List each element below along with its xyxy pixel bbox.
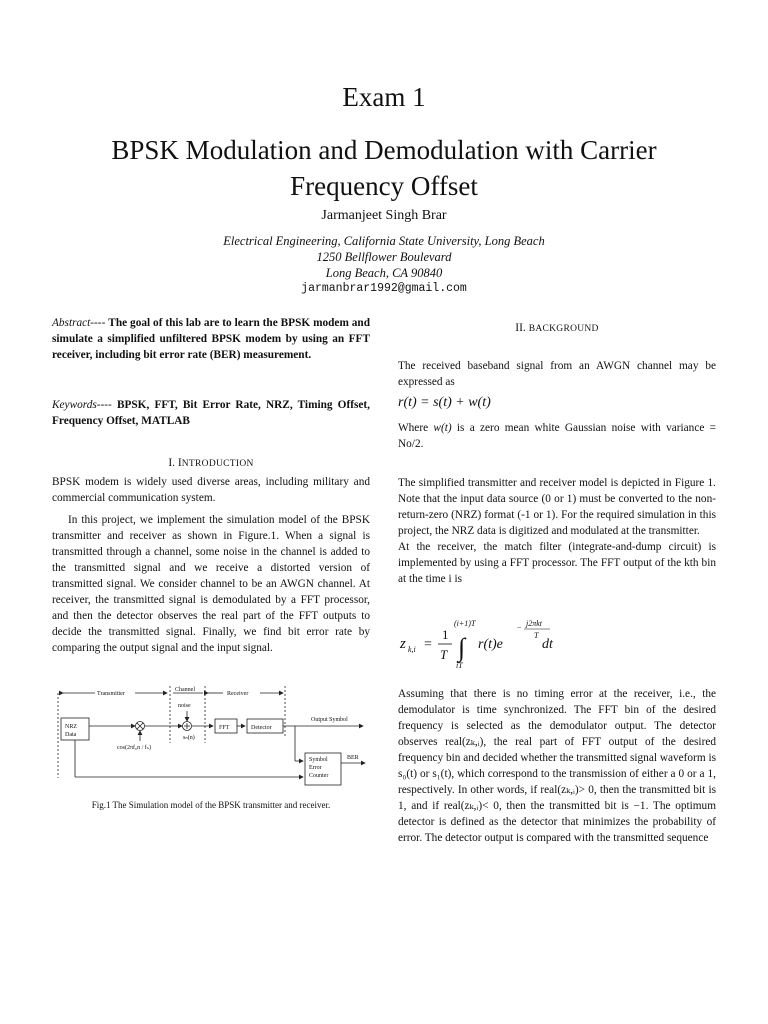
intro-paragraph-1: BPSK modem is widely used diverse areas, including military and commercial communication system. <box>52 476 370 504</box>
svg-text:=: = <box>424 637 432 652</box>
eq-lower-limit: iT <box>456 661 463 670</box>
noise-symbol: w(t) <box>433 422 452 434</box>
eq-lhs: z <box>400 636 406 652</box>
paper-title: BPSK Modulation and Demodulation with Carrier Frequency Offset <box>111 135 657 201</box>
label-error: Error <box>309 765 322 771</box>
affiliation-line: Long Beach, CA 90840 <box>325 266 443 280</box>
eq-frac-num: 1 <box>442 627 449 642</box>
eq-exp-den: T <box>534 631 539 640</box>
model-description: The simplified transmitter and receiver model is depicted in Figure 1. Note that the input data source (0 or 1) must be converted to the non-return-zero (NRZ) format (-1 or 1). For the required simulation in this project, the NRZ data is digitized and modulated at the transmitter. <box>398 477 716 537</box>
label-nrz: NRZ <box>65 724 77 730</box>
eq-upper-limit: (i+1)T <box>454 619 476 628</box>
abstract-text: The goal of this lab are to learn the BPSK modem and simulate a simplified unfiltered BPSK modem by using an FFT receiver, including bit error rate (BER) measurement. <box>52 317 370 361</box>
abstract-label: Abstract---- <box>52 317 106 329</box>
eq-exp-num: j2πkt <box>526 619 543 628</box>
label-ber: BER <box>347 755 359 761</box>
section-heading-introduction <box>52 457 370 469</box>
section-title-rest: NTRODUCTION <box>181 459 254 469</box>
label-fft: FFT <box>219 725 230 731</box>
label-sn: sₙ(n) <box>183 735 195 741</box>
figure-1-block-diagram <box>55 683 370 798</box>
label-detector: Detector <box>251 725 272 731</box>
affiliation-line: 1250 Bellflower Boulevard <box>316 250 452 264</box>
equation-fft-output <box>398 612 716 672</box>
keywords-label: Keywords---- <box>52 399 112 411</box>
label-channel: Channel <box>175 687 195 693</box>
label-transmitter: Transmitter <box>97 691 125 697</box>
svg-text:−: − <box>517 623 522 632</box>
keywords <box>52 397 370 429</box>
where-label: Where <box>398 422 429 434</box>
section-title: BACKGROUND <box>528 324 599 334</box>
where-text: is a zero mean white Gaussian noise with variance = No/2. <box>398 422 717 450</box>
label-data: Data <box>65 732 77 738</box>
background-paragraph-2 <box>398 420 716 452</box>
label-noise: noise <box>178 703 191 709</box>
label-output-symbol: Output Symbol <box>311 717 348 723</box>
svg-text:∫: ∫ <box>458 633 466 662</box>
label-receiver: Receiver <box>227 691 249 697</box>
receiver-description: At the receiver, the match filter (integrate-and-dump circuit) is implemented by using a FFT processor. The FFT output of the kth bin at the time i is <box>398 541 716 585</box>
background-paragraph-4: Assuming that there is no timing error at the receiver, i.e., the demodulator is time synchronized. The FFT bin of the desired frequency is selected as the demodulator output. The detector observes real(zₖ,ᵢ), the real part of FFT output of the desired frequency bin and decided whether the transmitted signal waveform is s₀(t) or s₁(t), which correspond to the transmission of either a 0 or a 1, respectively. In other words, if real(zₖ,ᵢ)> 0, then the transmitted bit is 1, and if real(zₖ,ᵢ)< 0, then the transmitted bit is −1. The optimum detector is defined as the detector that minimizes the probability of error. The detector output is compared with the transmitted sequence <box>398 688 716 844</box>
background-paragraph-3 <box>398 475 716 587</box>
abstract <box>52 315 370 363</box>
author-email: jarmanbrar1992@gmail.com <box>301 282 467 295</box>
intro-paragraph-2: In this project, we implement the simulation model of the BPSK transmitter and receiver as shown in Figure.1. When a signal is transmitted through a channel, some noise in the channel is added to the transmitted signal and we receive a distorted version of transmitted signal. We consider channel to be an AWGN channel. At receiver, the transmitted signal is demodulated by a FFT processor, and then the detector observes the real part of the FFT outputs to decide the transmitted signal. Finally, we find bit error rate by comparing the output signal and the input signal. <box>52 514 370 654</box>
equation-received-signal: r(t) = s(t) + w(t) <box>398 395 491 410</box>
exam-title: Exam 1 <box>342 82 426 112</box>
eq-dt: dt <box>542 637 553 652</box>
keywords-text: BPSK, FFT, Bit Error Rate, NRZ, Timing Offset, Frequency Offset, MATLAB <box>52 399 370 427</box>
eq-integrand: r(t)e <box>478 637 503 652</box>
section-number: II. <box>515 322 526 334</box>
label-symbol: Symbol <box>309 757 328 763</box>
background-paragraph-1: The received baseband signal from an AWGN channel may be expressed as <box>398 360 716 388</box>
author-name: Jarmanjeet Singh Brar <box>321 208 447 223</box>
label-counter: Counter <box>309 773 329 779</box>
eq-frac-den: T <box>440 647 448 662</box>
section-title-initial: I <box>177 457 182 469</box>
eq-lhs-sub: k,i <box>408 645 416 654</box>
section-number: I. <box>168 457 176 469</box>
figure-1-caption: Fig.1 The Simulation model of the BPSK transmitter and receiver. <box>91 800 331 810</box>
affiliation <box>0 233 768 281</box>
label-carrier: cos(2πf₀n / fₛ) <box>117 745 152 751</box>
section-heading-background <box>398 322 716 334</box>
affiliation-line: Electrical Engineering, California State University, Long Beach <box>223 234 545 248</box>
